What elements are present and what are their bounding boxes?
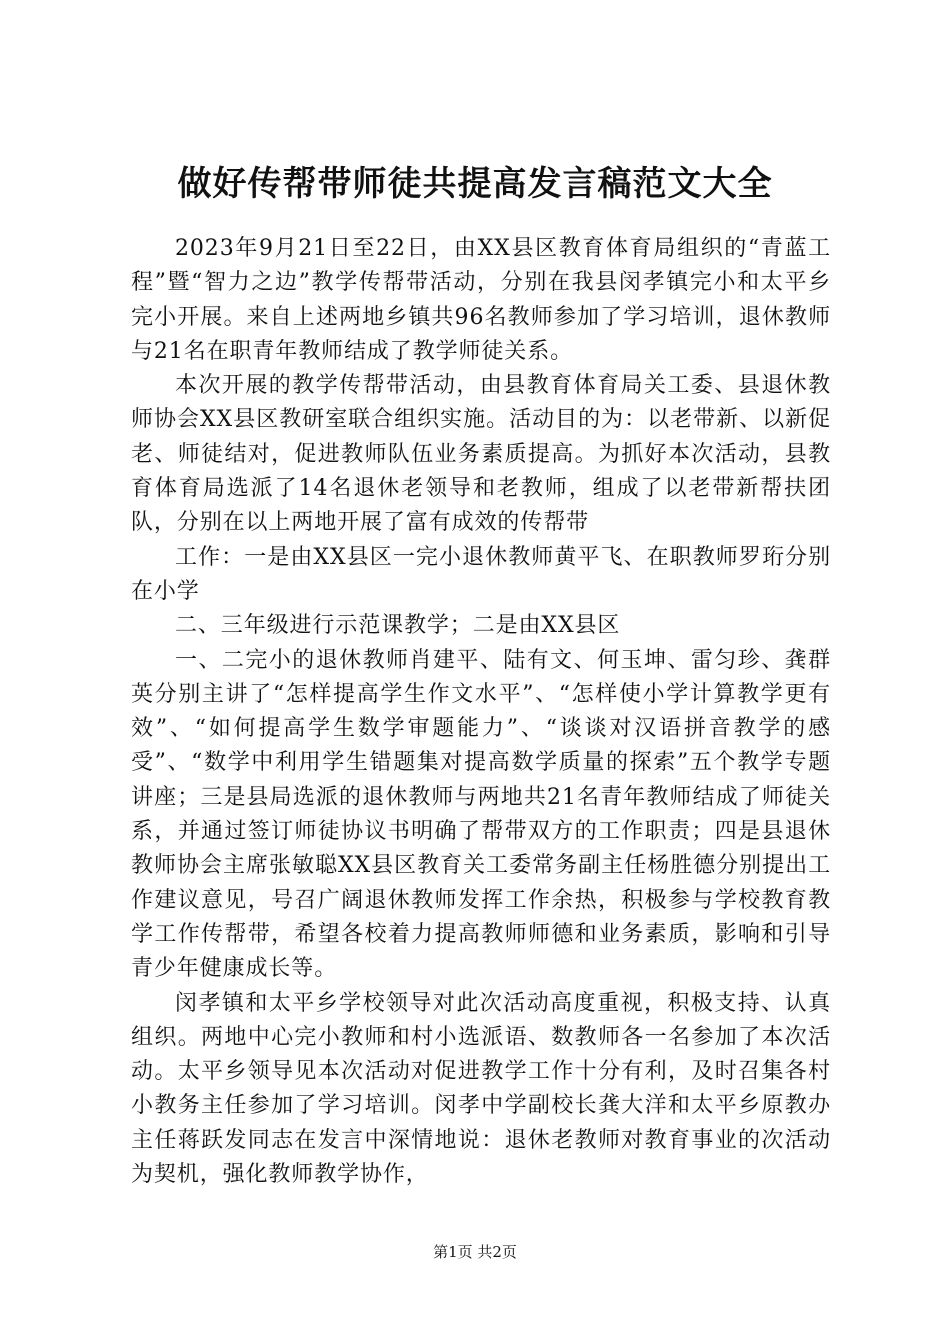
paragraph: 闵孝镇和太平乡学校领导对此次活动高度重视，积极支持、认真组织。两地中心完小教师和村小选派语、数教师各一名参加了本次活动。太平乡领导见本次活动对促进教学工作十分有利，及时召集各村小教务主任参加了学习培训。闵孝中学副校长龚大洋和太平乡原教办主任蒋跃发同志在发言中深情地说：退休老教师对教育事业的次活动为契机，强化教师教学协作， [131,990,831,1188]
paragraph: 本次开展的教学传帮带活动，由县教育体育局关工委、县退休教师协会XX县区教研室联合组织实施。活动目的为：以老带新、以新促老、师徒结对，促进教师队伍业务素质提高。为抓好本次活动，县教育体育局选派了14名退休老领导和老教师，组成了以老带新帮扶团队，分别在以上两地开展了富有成效的传帮带 [131,373,831,536]
paragraph: 工作：一是由XX县区一完小退休教师黄平飞、在职教师罗珩分别在小学 [131,544,831,604]
paragraph: 一、二完小的退休教师肖建平、陆有文、何玉坤、雷匀珍、龚群英分别主讲了“怎样提高学生作文水平”、“怎样使小学计算教学更有效”、“如何提高学生数学审题能力”、“谈谈对汉语拼音教学的感受”、“数学中利用学生错题集对提高数学质量的探索”五个教学专题讲座；三是县局选派的退休教师与两地共21名青年教师结成了师徒关系，并通过签订师徒协议书明确了帮带双方的工作职责；四是县退休教师协会主席张敏聪XX县区教育关工委常务副主任杨胜德分别提出工作建议意见，号召广阔退休教师发挥工作余热，积极参与学校教育教学工作传帮带，希望各校着力提高教师师德和业务素质，影响和引导青少年健康成长等。 [131,647,831,982]
paragraph: 2023年9月21日至22日，由XX县区教育体育局组织的“青蓝工程”暨“智力之边”教学传帮带活动，分别在我县闵孝镇完小和太平乡完小开展。来自上述两地乡镇共96名教师参加了学习培训，退休教师与21名在职青年教师结成了教学师徒关系。 [131,236,831,364]
document-body [131,232,831,1192]
page-number-footer: 第1页 共2页 [433,1243,517,1261]
document-title: 做好传帮带师徒共提高发言稿范文大全 [177,164,773,204]
paragraph: 二、三年级进行示范课教学；二是由XX县区 [175,613,621,639]
